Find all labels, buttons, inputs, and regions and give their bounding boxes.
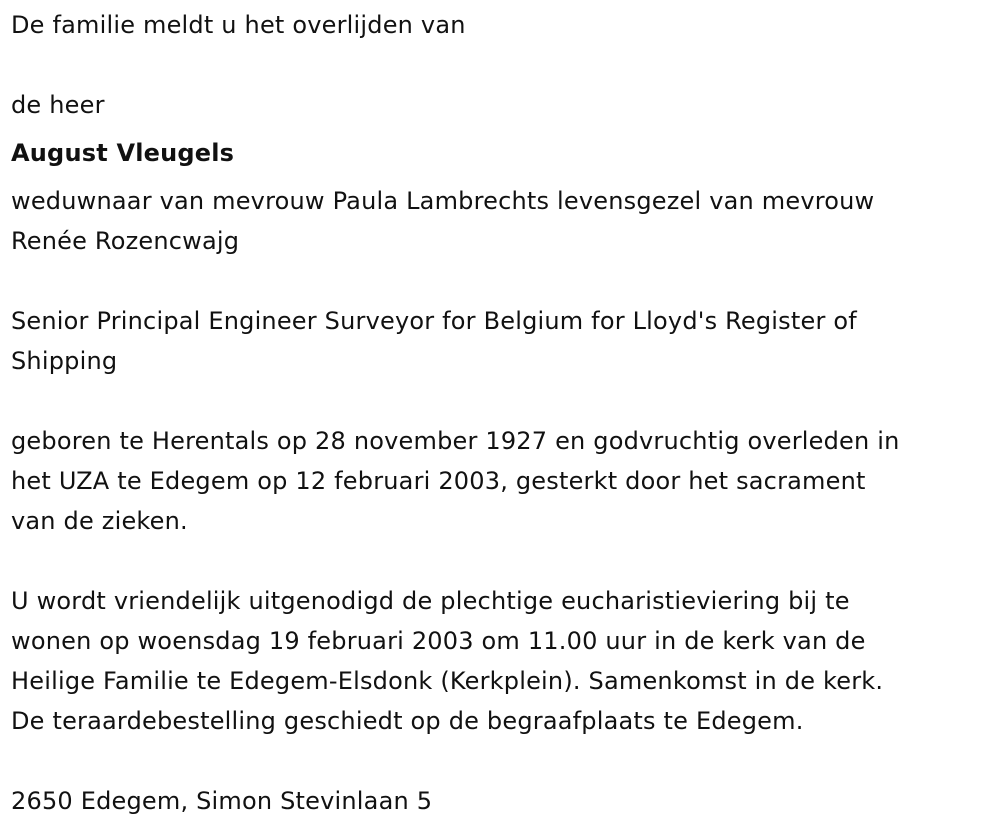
service-line-4: De teraardebestelling geschiedt op de begraafplaats te Edegem. [11, 707, 804, 735]
spacer [11, 741, 991, 781]
address-text: 2650 Edegem, Simon Stevinlaan 5 [11, 787, 433, 815]
profession-line-2: Shipping [11, 347, 118, 375]
salutation-text: de heer [11, 91, 105, 119]
relation-line-2: Renée Rozencwajg [11, 227, 240, 255]
spacer [11, 125, 991, 133]
death-notice [11, 5, 991, 821]
profession-line-1: Senior Principal Engineer Surveyor for Belgium for Lloyd's Register of [11, 307, 857, 335]
service-line-3: Heilige Familie te Edegem-Elsdonk (Kerkplein). Samenkomst in de kerk. [11, 667, 884, 695]
spacer [11, 45, 991, 85]
spacer [11, 261, 991, 301]
birth-line-3: van de zieken. [11, 507, 188, 535]
deceased-name: August Vleugels [11, 139, 235, 167]
intro-text: De familie meldt u het overlijden van [11, 11, 466, 39]
relation-line-1: weduwnaar van mevrouw Paula Lambrechts levensgezel van mevrouw [11, 187, 875, 215]
birth-line-2: het UZA te Edegem op 12 februari 2003, gesterkt door het sacrament [11, 467, 866, 495]
spacer [11, 173, 991, 181]
service-line-1: U wordt vriendelijk uitgenodigd de plechtige eucharistieviering bij te [11, 587, 850, 615]
spacer [11, 541, 991, 581]
birth-line-1: geboren te Herentals op 28 november 1927 en godvruchtig overleden in [11, 427, 900, 455]
service-line-2: wonen op woensdag 19 februari 2003 om 11.00 uur in de kerk van de [11, 627, 866, 655]
spacer [11, 381, 991, 421]
